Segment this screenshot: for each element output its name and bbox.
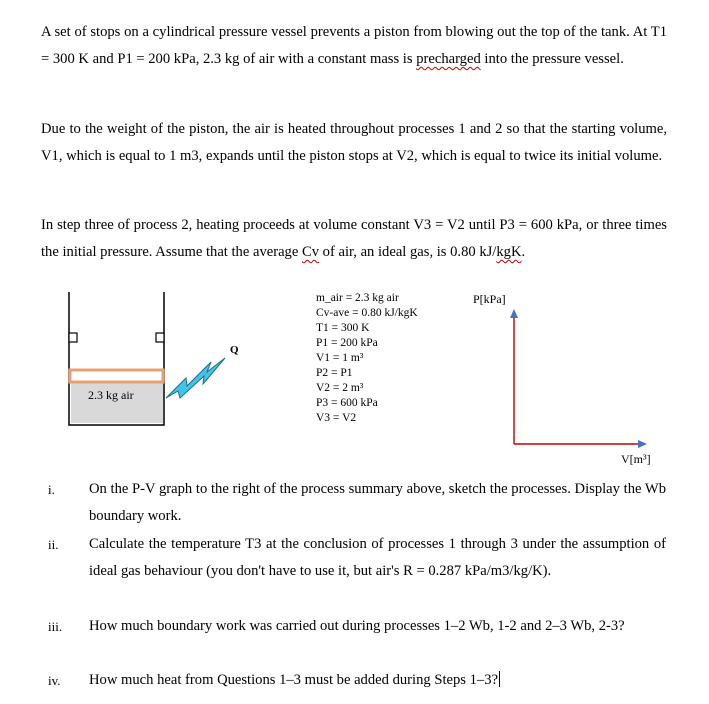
summary-line: V3 = V2 [316, 412, 357, 424]
paragraph-3-text-c: . [521, 244, 526, 260]
question-text: Calculate the temperature T3 at the conclusion of processes 1 through 3 under the assumption of ideal gas behaviour (you don't have to use it, but air's R = 0.287 kPa/m3/kg/K). [89, 536, 666, 579]
heat-label: Q [230, 344, 239, 356]
question-text: How much heat from Questions 1–3 must be added during Steps 1–3? [89, 672, 498, 688]
spellcheck-flag-kgk[interactable]: kgK [496, 244, 522, 260]
paragraph-1-text-b: into the pressure vessel. [480, 51, 624, 67]
paragraph-2: Due to the weight of the piston, the air is heated throughout processes 1 and 2 so that the starting volume, V1, which is equal to 1 m3, expands until the piston stops at V2, which is equal to twice its initial volume. [41, 121, 667, 164]
y-axis-arrow-icon [510, 309, 518, 318]
question-number: iii. [48, 619, 63, 634]
summary-line: m_air = 2.3 kg air [316, 292, 399, 304]
paragraph-1-text-a: A set of stops on a cylindrical pressure vessel prevents a piston from blowing out the top of the tank. At T1 = 300 K and P1 = 200 kPa, 2.3 kg of air with a constant mass is [41, 24, 667, 67]
summary-line: P2 = P1 [316, 367, 353, 379]
graph-y-label: P[kPa] [473, 292, 506, 306]
summary-line: P3 = 600 kPa [316, 397, 378, 409]
summary-line: T1 = 300 K [316, 322, 370, 334]
question-text: On the P-V graph to the right of the process summary above, sketch the processes. Display the Wb boundary work. [89, 481, 666, 524]
paragraph-3-text-a: In step three of process 2, heating proceeds at volume constant V3 = V2 until P3 = 600 kPa, or three times the initial pressure. Assume that the average [41, 217, 667, 260]
text-cursor [499, 671, 500, 687]
spellcheck-flag-precharged[interactable]: precharged [416, 51, 481, 67]
x-axis-arrow-icon [638, 440, 647, 448]
question-text: How much boundary work was carried out during processes 1–2 Wb, 1-2 and 2–3 Wb, 2-3? [89, 618, 625, 634]
lightning-bolt-icon [166, 358, 225, 398]
piston [70, 370, 163, 382]
question-4[interactable] [89, 667, 666, 694]
summary-line: P1 = 200 kPa [316, 337, 378, 349]
paragraph-3-text-b: of air, an ideal gas, is 0.80 kJ/ [319, 244, 497, 260]
right-stop [156, 333, 164, 342]
left-stop [69, 333, 77, 342]
question-number: i. [48, 482, 55, 497]
summary-line: Cv-ave = 0.80 kJ/kgK [316, 307, 418, 319]
question-number: ii. [48, 537, 59, 552]
graph-x-label: V[m³] [621, 452, 651, 466]
summary-line: V2 = 2 m³ [316, 382, 364, 394]
spellcheck-flag-cv[interactable]: Cv [301, 244, 320, 260]
summary-line: V1 = 1 m³ [316, 352, 364, 364]
process-summary [316, 291, 418, 426]
question-number: iv. [48, 673, 61, 688]
tank-label: 2.3 kg air [88, 388, 134, 402]
